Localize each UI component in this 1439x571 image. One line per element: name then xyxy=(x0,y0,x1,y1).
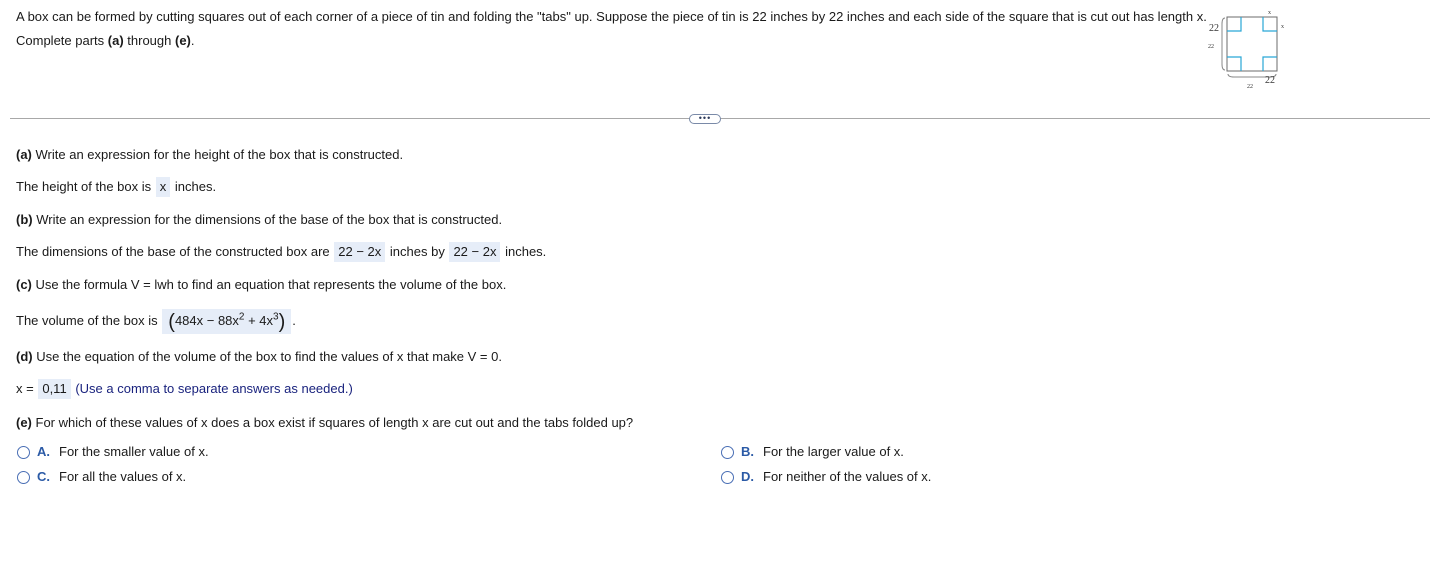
part-b-answer-mid: inches by xyxy=(389,244,445,259)
part-e-question xyxy=(16,415,633,431)
option-c[interactable] xyxy=(17,469,186,485)
part-a-question-text: Write an expression for the height of the box that is constructed. xyxy=(31,147,404,162)
part-c-term-2: + 4x xyxy=(244,313,274,328)
complete-pre: Complete parts xyxy=(16,33,108,48)
option-d-radio[interactable] xyxy=(721,471,734,484)
option-d[interactable] xyxy=(721,469,931,485)
option-c-letter: C. xyxy=(37,469,50,484)
part-e-question-text: For which of these values of x does a box exist if squares of length x are cut out and the tabs folded up? xyxy=(31,415,634,430)
part-b-answer-box-1[interactable]: 22 − 2x xyxy=(334,242,385,262)
part-c-term-1: 484x − 88x xyxy=(174,313,239,328)
part-e-label: (e) xyxy=(16,415,32,430)
part-c-paren-open: ( xyxy=(168,311,175,333)
part-c-question xyxy=(16,277,506,293)
part-c-paren-close: ) xyxy=(278,311,286,333)
tin-figure xyxy=(1200,4,1300,94)
option-a[interactable] xyxy=(17,444,209,460)
part-c-answer-post: . xyxy=(292,313,296,328)
part-c-label: (c) xyxy=(16,277,32,292)
fig-label-top-x: x xyxy=(1268,10,1271,16)
part-a-answer-box[interactable]: x xyxy=(156,177,171,197)
problem-intro: A box can be formed by cutting squares out of each corner of a piece of tin and folding the "tabs" up. Suppose the piece of tin is 22 inches by 22 inches and each side of the square that is cut out has length x. xyxy=(16,9,1207,24)
complete-post: . xyxy=(190,33,195,48)
part-c-answer-pre: The volume of the box is xyxy=(16,313,158,328)
part-b-answer-pre: The dimensions of the base of the constructed box are xyxy=(16,244,330,259)
option-b-text: For the larger value of x. xyxy=(763,444,904,459)
part-d-answer-box[interactable]: 0,11 xyxy=(38,379,70,399)
option-b[interactable] xyxy=(721,444,904,460)
part-c-question-text: Use the formula V = lwh to find an equation that represents the volume of the box. xyxy=(31,277,507,292)
part-b-question xyxy=(16,212,502,228)
part-a-answer-line xyxy=(16,177,216,197)
complete-parts-text xyxy=(16,33,195,49)
expand-more-button[interactable]: ••• xyxy=(689,114,721,124)
part-a-label: (a) xyxy=(16,147,32,162)
option-c-radio[interactable] xyxy=(17,471,30,484)
part-b-answer-post: inches. xyxy=(505,244,547,259)
option-a-radio[interactable] xyxy=(17,446,30,459)
complete-mid: through xyxy=(123,33,175,48)
fig-label-left-22: 22 xyxy=(1208,44,1214,50)
fig-label-bottom-right-22: 22 xyxy=(1265,75,1275,86)
part-d-question-text: Use the equation of the volume of the box to find the values of x that make V = 0. xyxy=(32,349,502,364)
part-b-answer-box-2[interactable]: 22 − 2x xyxy=(449,242,500,262)
part-a-question xyxy=(16,147,403,163)
option-d-text: For neither of the values of x. xyxy=(763,469,932,484)
part-d-answer-pre: x = xyxy=(16,381,34,396)
option-a-letter: A. xyxy=(37,444,50,459)
part-c-answer-line xyxy=(16,308,296,334)
part-c-answer-box[interactable] xyxy=(162,309,291,334)
part-a-answer-pre: The height of the box is xyxy=(16,179,152,194)
complete-part-e: (e) xyxy=(174,33,191,48)
option-b-radio[interactable] xyxy=(721,446,734,459)
option-d-letter: D. xyxy=(741,469,754,484)
part-b-answer-line xyxy=(16,242,546,262)
fig-label-right-x: x xyxy=(1281,24,1284,30)
option-a-text: For the smaller value of x. xyxy=(59,444,209,459)
fig-label-bottom-22: 22 xyxy=(1247,84,1253,90)
tin-figure-svg xyxy=(1200,4,1300,94)
part-d-label: (d) xyxy=(16,349,33,364)
fig-label-top-left-22: 22 xyxy=(1209,23,1219,34)
part-c-exp-1: 2 xyxy=(238,311,245,323)
part-d-answer-line xyxy=(16,379,353,399)
part-b-label: (b) xyxy=(16,212,33,227)
complete-part-a: (a) xyxy=(107,33,124,48)
option-c-text: For all the values of x. xyxy=(59,469,187,484)
part-b-question-text: Write an expression for the dimensions of the base of the box that is constructed. xyxy=(32,212,503,227)
part-c-exp-2: 3 xyxy=(273,311,279,323)
part-d-question xyxy=(16,349,502,365)
part-d-hint: (Use a comma to separate answers as needed.) xyxy=(75,381,353,396)
option-b-letter: B. xyxy=(741,444,754,459)
part-a-answer-post: inches. xyxy=(174,179,217,194)
